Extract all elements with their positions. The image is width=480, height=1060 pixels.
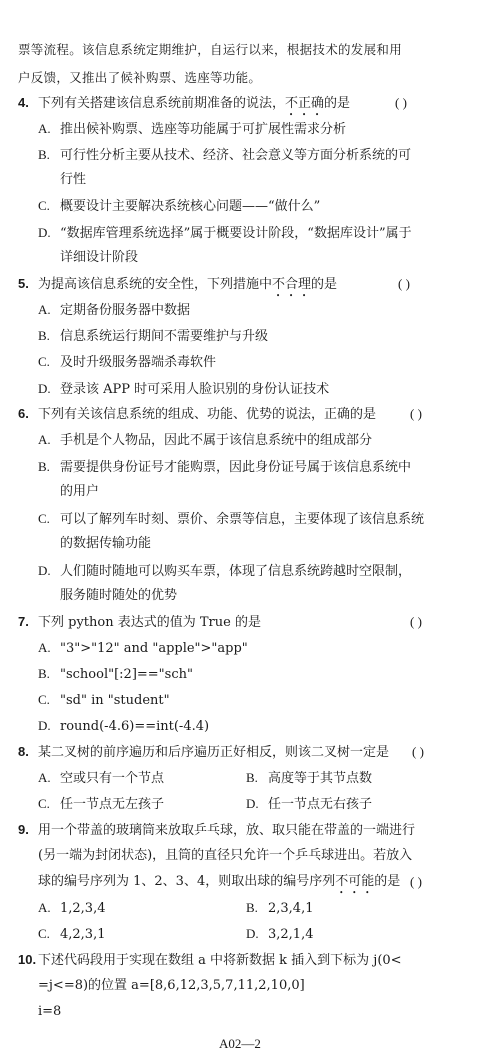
intro-line-2: 户反馈，又推出了候补购票、选座等功能。 bbox=[18, 70, 262, 85]
q5-option-b: B. 信息系统运行期间不需要维护与升级 bbox=[38, 328, 269, 344]
q7-stem: 7. 下列 python 表达式的值为 True 的是 bbox=[18, 614, 261, 630]
q6-option-d-cont: 服务随时随处的优势 bbox=[60, 588, 178, 603]
q4-option-a: A. 推出候补购票、选座等功能属于可扩展性需求分析 bbox=[38, 121, 347, 137]
q6-option-b: B. 需要提供身份证号才能购票，因此身份证号属于该信息系统中 bbox=[38, 459, 412, 475]
q7-option-c: C. "sd" in "student" bbox=[38, 692, 170, 708]
q10-number: 10. bbox=[18, 952, 37, 967]
q8-answer-paren[interactable]: ( ) bbox=[412, 744, 424, 759]
q6-answer-paren[interactable]: ( ) bbox=[410, 406, 422, 421]
q9-option-d: D. 3,2,1,4 bbox=[246, 926, 314, 942]
q7-answer-paren[interactable]: ( ) bbox=[410, 614, 422, 629]
q4-option-d-cont: 详细设计阶段 bbox=[60, 250, 139, 265]
q9-stem-2: (另一端为封闭状态)，且筒的直径只允许一个乒乓球进出。若放入 bbox=[38, 848, 413, 863]
q5-option-d: D. 登录该 APP 时可采用人脸识别的身份认证技术 bbox=[38, 381, 330, 397]
q6-option-a: A. 手机是个人物品，因此不属于该信息系统中的组成部分 bbox=[38, 432, 373, 448]
q10-code-line-1: i=8 bbox=[38, 1004, 62, 1019]
q6-option-c: C. 可以了解列车时刻、票价、余票等信息，主要体现了该信息系统 bbox=[38, 511, 425, 527]
q7-number: 7. bbox=[18, 614, 29, 629]
page-number: A02—2 bbox=[219, 1036, 261, 1051]
q5-stem: 5. 为提高该信息系统的安全性，下列措施中不合理的是 bbox=[18, 276, 338, 292]
q9-option-c: C. 4,2,3,1 bbox=[38, 926, 106, 942]
q5-option-c: C. 及时升级服务器端杀毒软件 bbox=[38, 354, 217, 370]
q9-option-a: A. 1,2,3,4 bbox=[38, 900, 106, 916]
q8-option-d: D. 任一节点无右孩子 bbox=[246, 796, 373, 812]
q9-option-b: B. 2,3,4,1 bbox=[246, 900, 314, 916]
q6-option-d: D. 人们随时随地可以购买车票，体现了信息系统跨越时空限制， bbox=[38, 563, 412, 579]
q4-number: 4. bbox=[18, 95, 29, 110]
q5-emphasis: 不合理 bbox=[272, 277, 312, 292]
q6-option-c-cont: 的数据传输功能 bbox=[60, 536, 152, 551]
q5-option-a: A. 定期备份服务器中数据 bbox=[38, 302, 191, 318]
q4-emphasis: 不正确 bbox=[285, 96, 325, 111]
q8-stem: 8. 某二叉树的前序遍历和后序遍历正好相反，则该二叉树一定是 bbox=[18, 744, 390, 760]
intro-line-1: 票等流程。该信息系统定期维护，自运行以来，根据技术的发展和用 bbox=[18, 42, 403, 57]
q4-answer-paren[interactable]: ( ) bbox=[395, 95, 407, 110]
q7-option-d: D. round(-4.6)==int(-4.4) bbox=[38, 718, 210, 734]
q4-stem: 4. 下列有关搭建该信息系统前期准备的说法，不正确的是 bbox=[18, 95, 351, 111]
q9-number: 9. bbox=[18, 822, 29, 837]
q9-emphasis: 不可能 bbox=[335, 874, 375, 889]
q10-stem-2: =j<=8)的位置 a=[8,6,12,3,5,7,11,2,10,0] bbox=[38, 978, 305, 993]
q4-option-b: B. 可行性分析主要从技术、经济、社会意义等方面分析系统的可 bbox=[38, 147, 412, 163]
q8-option-b: B. 高度等于其节点数 bbox=[246, 770, 373, 786]
q9-answer-paren[interactable]: ( ) bbox=[410, 874, 422, 889]
q7-option-a: A. "3">"12" and "apple">"app" bbox=[38, 640, 248, 656]
q7-option-b: B. "school"[:2]=="sch" bbox=[38, 666, 193, 682]
q8-option-a: A. 空或只有一个节点 bbox=[38, 770, 165, 786]
q4-option-b-cont: 行性 bbox=[60, 172, 87, 187]
q6-option-b-cont: 的用户 bbox=[60, 484, 100, 499]
q9-stem-1: 9. 用一个带盖的玻璃筒来放取乒乓球，放、取只能在带盖的一端进行 bbox=[18, 822, 416, 838]
q8-number: 8. bbox=[18, 744, 29, 759]
q6-stem: 6. 下列有关该信息系统的组成、功能、优势的说法，正确的是 bbox=[18, 406, 377, 422]
q4-option-d: D. “数据库管理系统选择”属于概要设计阶段，“数据库设计”属于 bbox=[38, 225, 412, 241]
q6-number: 6. bbox=[18, 406, 29, 421]
q5-answer-paren[interactable]: ( ) bbox=[398, 276, 410, 291]
q5-number: 5. bbox=[18, 276, 29, 291]
q8-option-c: C. 任一节点无左孩子 bbox=[38, 796, 165, 812]
q9-stem-3: 球的编号序列为 1、2、3、4，则取出球的编号序列不可能的是 bbox=[38, 874, 401, 889]
q4-option-c: C. 概要设计主要解决系统核心问题——“做什么” bbox=[38, 198, 321, 214]
q10-stem-1: 10. 下述代码段用于实现在数组 a 中将新数据 k 插入到下标为 j(0< bbox=[18, 952, 402, 968]
